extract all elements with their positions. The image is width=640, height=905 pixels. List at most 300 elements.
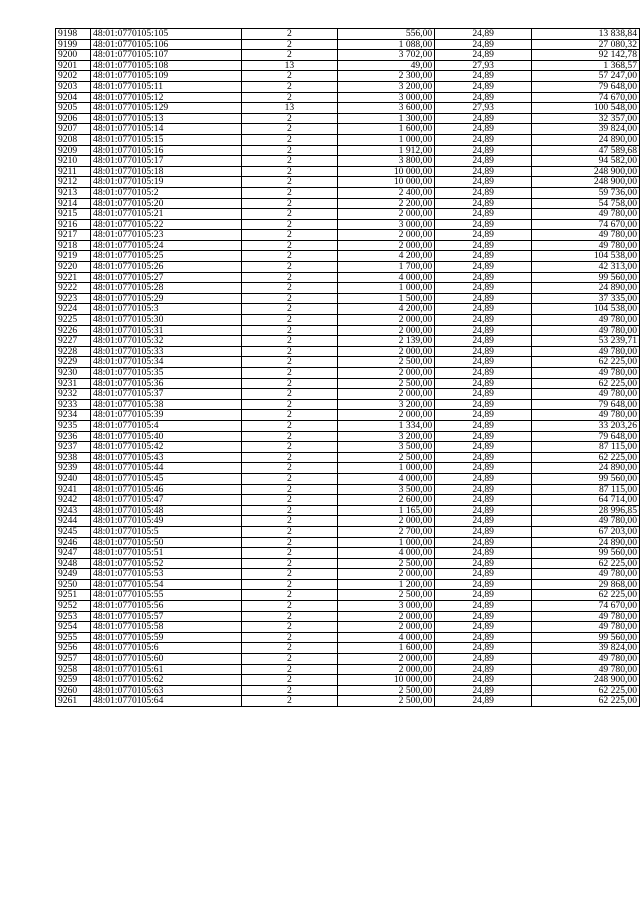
value-cell: 27 080,32 [532,39,640,50]
rate-cell: 24,89 [435,209,532,220]
category-cell: 2 [241,431,337,442]
table-row [56,230,640,241]
rate-cell: 24,89 [435,654,532,665]
value-cell: 62 225,00 [532,685,640,696]
area-cell: 2 000,00 [337,410,434,421]
value-cell: 49 780,00 [532,664,640,675]
table-row [56,431,640,442]
cadastral-number-cell: 48:01:0770105:60 [91,654,242,665]
row-number-cell: 9216 [56,219,91,230]
category-cell: 2 [241,92,337,103]
category-cell: 2 [241,505,337,516]
area-cell: 1 200,00 [337,579,434,590]
rate-cell: 24,89 [435,71,532,82]
area-cell: 2 300,00 [337,71,434,82]
row-number-cell: 9259 [56,675,91,686]
area-cell: 10 000,00 [337,177,434,188]
value-cell: 64 714,00 [532,495,640,506]
area-cell: 2 000,00 [337,622,434,633]
row-number-cell: 9221 [56,272,91,283]
rate-cell: 24,89 [435,346,532,357]
value-cell: 62 225,00 [532,558,640,569]
value-cell: 94 582,00 [532,156,640,167]
row-number-cell: 9245 [56,526,91,537]
category-cell: 2 [241,262,337,273]
rate-cell: 24,89 [435,219,532,230]
value-cell: 49 780,00 [532,622,640,633]
value-cell: 62 225,00 [532,696,640,707]
table-row [56,357,640,368]
area-cell: 3 200,00 [337,431,434,442]
rate-cell: 24,89 [435,304,532,315]
value-cell: 33 203,26 [532,420,640,431]
value-cell: 24 890,00 [532,463,640,474]
row-number-cell: 9205 [56,103,91,114]
area-cell: 4 200,00 [337,304,434,315]
value-cell: 100 548,00 [532,103,640,114]
value-cell: 57 247,00 [532,71,640,82]
area-cell: 1 700,00 [337,262,434,273]
cadastral-number-cell: 48:01:0770105:57 [91,611,242,622]
category-cell: 2 [241,145,337,156]
row-number-cell: 9239 [56,463,91,474]
value-cell: 49 780,00 [532,516,640,527]
category-cell: 2 [241,39,337,50]
category-cell: 2 [241,336,337,347]
rate-cell: 24,89 [435,39,532,50]
area-cell: 1 000,00 [337,537,434,548]
category-cell: 2 [241,696,337,707]
area-cell: 2 000,00 [337,654,434,665]
cadastral-value-table [55,28,640,707]
cadastral-number-cell: 48:01:0770105:28 [91,283,242,294]
rate-cell: 24,89 [435,315,532,326]
table-row [56,272,640,283]
category-cell: 2 [241,590,337,601]
area-cell: 2 600,00 [337,495,434,506]
cadastral-number-cell: 48:01:0770105:42 [91,442,242,453]
value-cell: 49 780,00 [532,240,640,251]
value-cell: 67 203,00 [532,526,640,537]
rate-cell: 27,93 [435,60,532,71]
category-cell: 13 [241,60,337,71]
area-cell: 2 000,00 [337,389,434,400]
rate-cell: 24,89 [435,579,532,590]
value-cell: 62 225,00 [532,452,640,463]
category-cell: 2 [241,685,337,696]
value-cell: 79 648,00 [532,399,640,410]
area-cell: 2 000,00 [337,368,434,379]
area-cell: 1 000,00 [337,134,434,145]
rate-cell: 24,89 [435,526,532,537]
row-number-cell: 9248 [56,558,91,569]
category-cell: 2 [241,442,337,453]
cadastral-number-cell: 48:01:0770105:12 [91,92,242,103]
value-cell: 99 560,00 [532,548,640,559]
cadastral-number-cell: 48:01:0770105:5 [91,526,242,537]
value-cell: 248 900,00 [532,177,640,188]
row-number-cell: 9233 [56,399,91,410]
table-row [56,156,640,167]
rate-cell: 24,89 [435,29,532,40]
category-cell: 2 [241,410,337,421]
rate-cell: 24,89 [435,463,532,474]
value-cell: 13 838,84 [532,29,640,40]
rate-cell: 24,89 [435,558,532,569]
area-cell: 1 088,00 [337,39,434,50]
rate-cell: 24,89 [435,166,532,177]
cadastral-number-cell: 48:01:0770105:18 [91,166,242,177]
value-cell: 99 560,00 [532,272,640,283]
row-number-cell: 9236 [56,431,91,442]
cadastral-number-cell: 48:01:0770105:46 [91,484,242,495]
row-number-cell: 9261 [56,696,91,707]
category-cell: 2 [241,293,337,304]
category-cell: 2 [241,230,337,241]
area-cell: 49,00 [337,60,434,71]
value-cell: 39 824,00 [532,643,640,654]
rate-cell: 24,89 [435,368,532,379]
row-number-cell: 9234 [56,410,91,421]
table-row [56,145,640,156]
area-cell: 3 600,00 [337,103,434,114]
area-cell: 3 500,00 [337,484,434,495]
table-row [56,368,640,379]
area-cell: 3 000,00 [337,92,434,103]
value-cell: 74 670,00 [532,601,640,612]
category-cell: 2 [241,378,337,389]
rate-cell: 27,93 [435,103,532,114]
table-row [56,134,640,145]
area-cell: 4 000,00 [337,473,434,484]
category-cell: 2 [241,368,337,379]
area-cell: 2 500,00 [337,558,434,569]
cadastral-number-cell: 48:01:0770105:108 [91,60,242,71]
category-cell: 2 [241,357,337,368]
row-number-cell: 9203 [56,81,91,92]
table-row [56,389,640,400]
row-number-cell: 9253 [56,611,91,622]
rate-cell: 24,89 [435,262,532,273]
row-number-cell: 9228 [56,346,91,357]
area-cell: 4 000,00 [337,548,434,559]
category-cell: 2 [241,495,337,506]
area-cell: 1 912,00 [337,145,434,156]
value-cell: 59 736,00 [532,187,640,198]
category-cell: 2 [241,209,337,220]
cadastral-number-cell: 48:01:0770105:29 [91,293,242,304]
table-row [56,50,640,61]
cadastral-number-cell: 48:01:0770105:3 [91,304,242,315]
cadastral-number-cell: 48:01:0770105:6 [91,643,242,654]
value-cell: 32 357,00 [532,113,640,124]
table-row [56,537,640,548]
table-body [56,29,640,707]
table-row [56,60,640,71]
table-row [56,632,640,643]
cadastral-number-cell: 48:01:0770105:22 [91,219,242,230]
cadastral-number-cell: 48:01:0770105:25 [91,251,242,262]
row-number-cell: 9231 [56,378,91,389]
row-number-cell: 9226 [56,325,91,336]
value-cell: 87 115,00 [532,484,640,495]
category-cell: 2 [241,50,337,61]
row-number-cell: 9212 [56,177,91,188]
row-number-cell: 9223 [56,293,91,304]
row-number-cell: 9222 [56,283,91,294]
table-row [56,516,640,527]
cadastral-number-cell: 48:01:0770105:23 [91,230,242,241]
value-cell: 24 890,00 [532,537,640,548]
table-row [56,262,640,273]
area-cell: 2 200,00 [337,198,434,209]
rate-cell: 24,89 [435,50,532,61]
table-row [56,315,640,326]
table-row [56,601,640,612]
cadastral-number-cell: 48:01:0770105:53 [91,569,242,580]
cadastral-number-cell: 48:01:0770105:24 [91,240,242,251]
value-cell: 47 589,68 [532,145,640,156]
row-number-cell: 9207 [56,124,91,135]
rate-cell: 24,89 [435,516,532,527]
category-cell: 2 [241,134,337,145]
cadastral-number-cell: 48:01:0770105:105 [91,29,242,40]
rate-cell: 24,89 [435,590,532,601]
cadastral-number-cell: 48:01:0770105:20 [91,198,242,209]
category-cell: 2 [241,675,337,686]
row-number-cell: 9255 [56,632,91,643]
area-cell: 2 000,00 [337,240,434,251]
area-cell: 1 000,00 [337,283,434,294]
row-number-cell: 9219 [56,251,91,262]
row-number-cell: 9241 [56,484,91,495]
category-cell: 13 [241,103,337,114]
table-row [56,664,640,675]
category-cell: 2 [241,579,337,590]
area-cell: 2 500,00 [337,452,434,463]
row-number-cell: 9242 [56,495,91,506]
table-row [56,675,640,686]
rate-cell: 24,89 [435,622,532,633]
rate-cell: 24,89 [435,431,532,442]
row-number-cell: 9202 [56,71,91,82]
row-number-cell: 9235 [56,420,91,431]
value-cell: 62 225,00 [532,590,640,601]
category-cell: 2 [241,219,337,230]
table-row [56,346,640,357]
value-cell: 104 538,00 [532,251,640,262]
rate-cell: 24,89 [435,664,532,675]
area-cell: 3 200,00 [337,81,434,92]
cadastral-number-cell: 48:01:0770105:43 [91,452,242,463]
cadastral-number-cell: 48:01:0770105:37 [91,389,242,400]
table-row [56,399,640,410]
row-number-cell: 9209 [56,145,91,156]
category-cell: 2 [241,325,337,336]
area-cell: 4 200,00 [337,251,434,262]
rate-cell: 24,89 [435,643,532,654]
cadastral-number-cell: 48:01:0770105:31 [91,325,242,336]
value-cell: 99 560,00 [532,632,640,643]
category-cell: 2 [241,452,337,463]
table-row [56,579,640,590]
table-row [56,548,640,559]
category-cell: 2 [241,346,337,357]
rate-cell: 24,89 [435,198,532,209]
table-row [56,569,640,580]
value-cell: 24 890,00 [532,283,640,294]
cadastral-number-cell: 48:01:0770105:36 [91,378,242,389]
row-number-cell: 9200 [56,50,91,61]
category-cell: 2 [241,251,337,262]
table-row [56,505,640,516]
table-row [56,696,640,707]
row-number-cell: 9250 [56,579,91,590]
rate-cell: 24,89 [435,569,532,580]
category-cell: 2 [241,399,337,410]
table-row [56,654,640,665]
cadastral-number-cell: 48:01:0770105:63 [91,685,242,696]
value-cell: 24 890,00 [532,134,640,145]
table-row [56,473,640,484]
area-cell: 1 600,00 [337,643,434,654]
table-row [56,304,640,315]
table-row [56,526,640,537]
rate-cell: 24,89 [435,484,532,495]
table-row [56,336,640,347]
value-cell: 104 538,00 [532,304,640,315]
value-cell: 74 670,00 [532,219,640,230]
area-cell: 10 000,00 [337,675,434,686]
rate-cell: 24,89 [435,325,532,336]
area-cell: 3 702,00 [337,50,434,61]
table-row [56,103,640,114]
row-number-cell: 9224 [56,304,91,315]
table-row [56,39,640,50]
area-cell: 2 000,00 [337,569,434,580]
value-cell: 92 142,78 [532,50,640,61]
table-row [56,685,640,696]
table-row [56,293,640,304]
cadastral-number-cell: 48:01:0770105:55 [91,590,242,601]
value-cell: 49 780,00 [532,209,640,220]
value-cell: 79 648,00 [532,81,640,92]
row-number-cell: 9251 [56,590,91,601]
table-row [56,410,640,421]
category-cell: 2 [241,166,337,177]
rate-cell: 24,89 [435,113,532,124]
row-number-cell: 9257 [56,654,91,665]
area-cell: 2 139,00 [337,336,434,347]
cadastral-number-cell: 48:01:0770105:16 [91,145,242,156]
row-number-cell: 9227 [56,336,91,347]
category-cell: 2 [241,601,337,612]
rate-cell: 24,89 [435,230,532,241]
rate-cell: 24,89 [435,251,532,262]
value-cell: 1 368,57 [532,60,640,71]
cadastral-number-cell: 48:01:0770105:47 [91,495,242,506]
value-cell: 248 900,00 [532,675,640,686]
cadastral-number-cell: 48:01:0770105:106 [91,39,242,50]
value-cell: 87 115,00 [532,442,640,453]
row-number-cell: 9249 [56,569,91,580]
cadastral-number-cell: 48:01:0770105:14 [91,124,242,135]
category-cell: 2 [241,484,337,495]
category-cell: 2 [241,548,337,559]
row-number-cell: 9232 [56,389,91,400]
table-row [56,187,640,198]
table-row [56,622,640,633]
category-cell: 2 [241,643,337,654]
area-cell: 2 500,00 [337,357,434,368]
row-number-cell: 9218 [56,240,91,251]
row-number-cell: 9201 [56,60,91,71]
cadastral-number-cell: 48:01:0770105:11 [91,81,242,92]
category-cell: 2 [241,124,337,135]
value-cell: 248 900,00 [532,166,640,177]
table-row [56,558,640,569]
area-cell: 2 700,00 [337,526,434,537]
area-cell: 1 334,00 [337,420,434,431]
table-row [56,325,640,336]
value-cell: 49 780,00 [532,569,640,580]
row-number-cell: 9225 [56,315,91,326]
rate-cell: 24,89 [435,177,532,188]
cadastral-number-cell: 48:01:0770105:64 [91,696,242,707]
area-cell: 2 000,00 [337,209,434,220]
cadastral-number-cell: 48:01:0770105:35 [91,368,242,379]
rate-cell: 24,89 [435,336,532,347]
category-cell: 2 [241,569,337,580]
cadastral-number-cell: 48:01:0770105:32 [91,336,242,347]
table-row [56,240,640,251]
cadastral-number-cell: 48:01:0770105:45 [91,473,242,484]
table-row [56,124,640,135]
area-cell: 2 000,00 [337,325,434,336]
value-cell: 49 780,00 [532,315,640,326]
area-cell: 1 600,00 [337,124,434,135]
row-number-cell: 9256 [56,643,91,654]
rate-cell: 24,89 [435,92,532,103]
table-row [56,71,640,82]
cadastral-number-cell: 48:01:0770105:4 [91,420,242,431]
area-cell: 3 000,00 [337,219,434,230]
table-row [56,29,640,40]
cadastral-number-cell: 48:01:0770105:19 [91,177,242,188]
value-cell: 54 758,00 [532,198,640,209]
rate-cell: 24,89 [435,452,532,463]
rate-cell: 24,89 [435,442,532,453]
rate-cell: 24,89 [435,81,532,92]
category-cell: 2 [241,516,337,527]
row-number-cell: 9244 [56,516,91,527]
cadastral-number-cell: 48:01:0770105:39 [91,410,242,421]
row-number-cell: 9246 [56,537,91,548]
value-cell: 49 780,00 [532,654,640,665]
category-cell: 2 [241,177,337,188]
cadastral-number-cell: 48:01:0770105:50 [91,537,242,548]
category-cell: 2 [241,537,337,548]
table-row [56,463,640,474]
row-number-cell: 9230 [56,368,91,379]
row-number-cell: 9254 [56,622,91,633]
category-cell: 2 [241,113,337,124]
rate-cell: 24,89 [435,389,532,400]
area-cell: 2 000,00 [337,516,434,527]
rate-cell: 24,89 [435,272,532,283]
rate-cell: 24,89 [435,632,532,643]
value-cell: 99 560,00 [532,473,640,484]
